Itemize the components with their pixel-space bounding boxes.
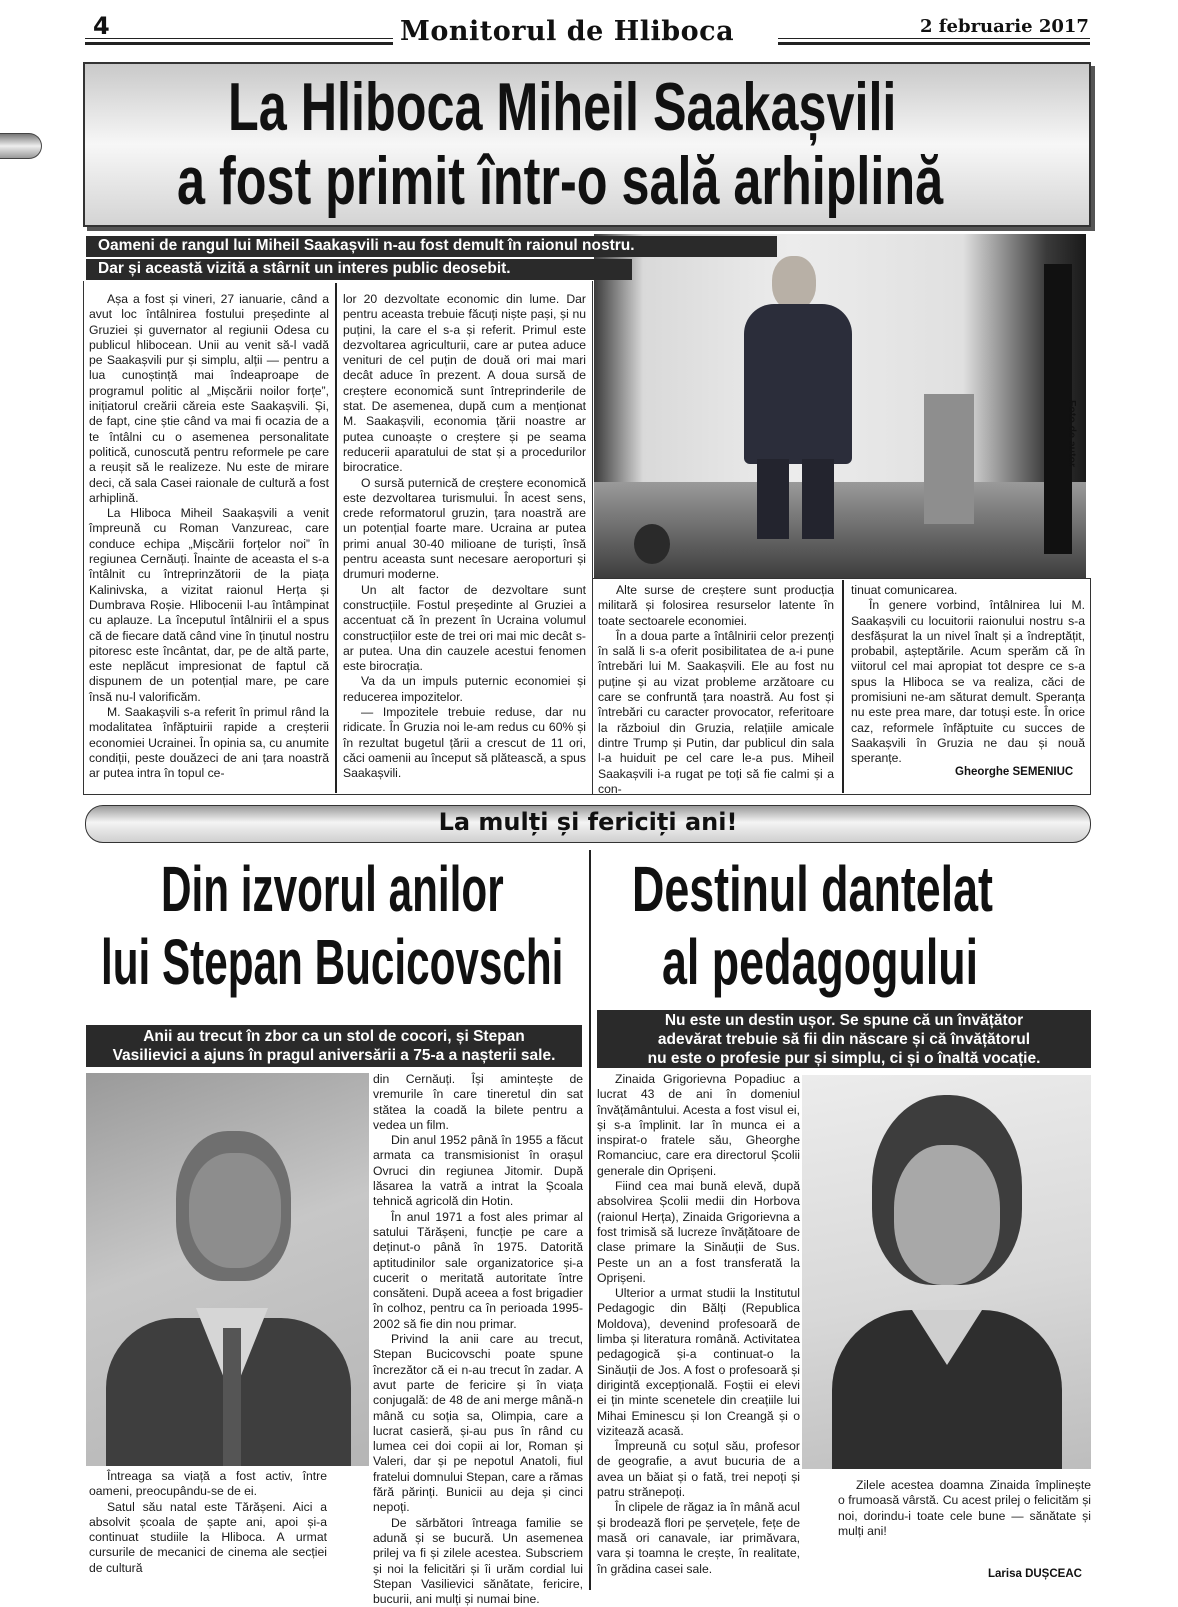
section-divider [589, 850, 591, 1590]
article3-title-2: al pedagogului [662, 926, 979, 998]
article2-col-right: din Cernăuți. Își amintește de vremurile în care tineretul din sat stătea la coadă la bilete pentru a vedea un film. Din anul 1952 până în 1955 a făcut armata ca transmisionist în orașul Ovruci din regiunea Jitomir. După lăsarea la vatră a intrat la Școala tehnică agricolă din Hotin. În anul 1971 a fost ales primar al satului Tărășeni, funcție pe care a deținut-o până în 1975. Datorită aptitudinilor sale organizatorice și-a cucerit o meritată autoritate între consăteni. După aceea a fost brigadier în colhoz, pentru ca în perioada 1995-2002 să fie din nou primar. Privind la anii care au trecut, Stepan Bucicovschi poate spune încrezător că ei n-au trecut în zadar. A avut parte de fericire și în viața conjugală: de 48 de ani merge mână-n mână cu soția sa, Olimpia, care a lucrat casieră, și-au pus în rând cu lumea cei doi copii ai lor, Roman și Valeri, dar și pe nepotul Anatoli, fiul fratelui domnului Stepan, care a rămas fără părinți. Bunicii au deja și cinci nepoți. De sărbători întreaga familie se adună și se bucură. Un asemenea prilej va fi și zilele acestea. Subscriem și noi la felicitări și îi urăm cordial lui Stepan Vasilievici sănătate, fericire, bucurii, ani mulți și numai bine. [373, 1072, 583, 1607]
article1-col-1: Așa a fost și vineri, 27 ianuarie, când a avut loc întâlnirea fostului președinte al Gruziei și guvernator al regiunii Odesa cu publicul hlibocean. Unii au venit să-l vadă pe Saakașvili pur și simplu, alții — pentru a lua cunoștință mai îndeaproape de programul politic al „Mișcării noilor forțe”, inițiatorul creării căreia este Saakașvili. Și, de fapt, cine știe când va mai fi ocazia de a te întâlni cu o asemenea personalitate politică, cunoscută pentru reformele pe care a reușit să le realizeze. Nu este de mirare deci, că sala Casei raionale de cultură a fost arhiplină. La Hliboca Miheil Saakașvili a venit împreună cu Roman Vanzureac, care conduce echipa „Mișcării forțelor noi” în regiunea Cernăuți. Înainte de aceasta el s-a întâlnit cu întreprinzătorii de la piața Kalinivska, a vizitat raionul Herța și Dumbrava Roșie. Hlibocenii l-au întâmpinat cu aplauze. La începutul întâlnirii el a spus că de fiecare dată când vine în ținutul nostru pitoresc este încântat, dar, pe de altă parte, este neplăcut impresionat de faptul că dispunem de un potențial mare, pe care însă nu-l valorificăm. M. Saakașvili s-a referit în primul rând la modalitatea înfăptuirii rapide a creșterii economiei Ucrainei. În opinia sa, cu anumite condiții, peste douăzeci de ani țara noastră ar putea intra în topul ce- [89, 292, 329, 781]
article3-col-right: Zilele acestea doamna Zinaida împlinește o frumoasă vârstă. Cu acest prilej o felicităm și noi, dorindu-i toate cele bune — sănătate și mulți ani! [838, 1478, 1091, 1538]
header-rule-left [85, 38, 393, 45]
article2-title-2: lui Stepan Bucicovschi [101, 926, 564, 998]
issue-date: 2 februarie 2017 [920, 16, 1089, 37]
saakashvili-photo [594, 234, 1086, 578]
article1-col-3: Alte surse de creștere sunt producția militară și folosirea resurselor latente în toate sectoarele economiei. În a doua parte a întâlnirii celor prezenți în sală li s-a oferit posibilitatea de a-i pune întrebări lui M. Saakașvili. Ele au fost nu puține și au vizat probleme arzătoare cu care se confruntă țara noastră. Au fost și întrebări cu caracter provocator, referitoare la războiul din Gruzia, relațiile amicale dintre Trump și Putin, dar publicul din sala l-a huiduit pe cel care le-a pus. Miheil Saakașvili i-a rugat pe toți să fie calmi și a con- [598, 583, 834, 796]
article3-col-left: Zinaida Grigorievna Popadiuc a lucrat 43 de ani în domeniul învățământului. Acesta a fost visul ei, și s-a împlinit. Iar în munca ei a inspirat-o fratele său, Gheorghe Romanciuc, care era directorul Școlii generale din Oprișeni. Fiind cea mai bună elevă, după absolvirea Școlii medii din Horbova (raionul Herța), Zinaida Grigorievna a fost trimisă să lucreze învățătoare de clase primare la Sinăuții de Sus. Peste un an a fost transferată la Oprișeni. Ulterior a urmat studii la Institutul Pedagogic din Bălți (Republica Moldova), devenind profesoară de limba și literatura română. Activitatea pedagogică și-a continuat-o la Sinăuții de Jos. A fost o profesoară și dirigintă excepțională. Foștii ei elevi ei țin minte scenetele din creațiile lui Mihai Eminescu și Ion Creangă și o vizitează acasă. Împreună cu soțul său, profesor de geografie, a avut bucuria de a avea un băiat și o fată, trei nepoți și patru strănepoți. În clipele de răgaz ia în mână acul și brodează flori pe șervețele, fețe de masă ori canavale, iar primăvara, vara și toamna le crește, în realitate, în grădina casei sale. [597, 1072, 800, 1576]
header-rule-right [778, 38, 1090, 45]
article2-subtitle: Anii au trecut în zbor ca un stol de cocori, și Stepan Vasilievici a ajuns în pragul aniversării a 75-a a nașterii sale. [86, 1025, 582, 1067]
article3-author: Larisa DUȘCEAC [988, 1568, 1082, 1580]
article1-author: Gheorghe SEMENIUC [955, 766, 1074, 778]
subtitle-line-2: Dar și această vizită a stârnit un interes public deosebit. [86, 259, 632, 280]
stepan-bucicovschi-photo [86, 1073, 369, 1466]
zinaida-popadiuc-photo [802, 1075, 1091, 1469]
subtitle-line-1: Oameni de rangul lui Miheil Saakașvili n-au fost demult în raionul nostru. [86, 236, 777, 257]
section-banner-title: La mulți și fericiți ani! [438, 808, 738, 836]
col-divider [842, 580, 844, 793]
article1-col-2: lor 20 dezvoltate economic din lume. Dar pentru aceasta trebuie făcuți niște pași, și nu puțini, la care el s-a și referit. Primul este dezvoltarea agriculturii, care ar putea aduce venituri de cel puțin de două ori mai mari decât aduce în prezent. A doua sursă de creștere economică sunt întreprinderile de stat. De asemenea, după cum a menționat M. Saakașvili, economia țării noastre ar putea cunoaște o creștere și pe seama reducerii aparatului de stat și a procedurilor birocratice. O sursă puternică de creștere economică este dezvoltarea turismului. În acest sens, crede reformatorul gruzin, țara noastră are un potențial foarte mare. Ucraina ar putea primi anual 30-40 milioane de turiști, însă pentru aceasta sunt necesare aeroporturi și drumuri moderne. Un alt factor de dezvoltare sunt construcțiile. Fostul președinte al Gruziei a accentuat că în prezent în Ucraina volumul construcțiilor este de trei ori mai mic decât s-ar putea. Una din cauzele acestui fenomen este birocrația. Va da un impuls puternic economiei și reducerea impozitelor. — Impozitele trebuie reduse, dar nu ridicate. În Gruzia noi le-am redus cu 60% și în rezultat bugetul țării a crescut de 11 ori, căci oamenii au început să plătească, a spus Saakașvili. [343, 292, 586, 781]
photo-credit: Foto de autor [1066, 400, 1078, 468]
article2-title-1: Din izvorul anilor [161, 853, 504, 925]
headline-line-2: a fost primit într-o sală arhiplină [177, 144, 944, 219]
side-tab [0, 133, 42, 159]
col-divider [335, 283, 337, 793]
article2-col-left: Întreaga sa viață a fost activ, între oameni, preocupându-se de ei. Satul său natal este Tărășeni. Aici a absolvit școala de șapte ani, apoi și-a continuat studiile la Hliboca. A urmat cursurile de mecanici de cinema ale secției de cultură [89, 1469, 327, 1575]
article3-title-1: Destinul dantelat [632, 853, 993, 925]
headline-line-1: La Hliboca Miheil Saakașvili [228, 70, 897, 145]
paper-name: Monitorul de Hliboca [400, 16, 735, 47]
article1-col-4: tinuat comunicarea. În genere vorbind, întâlnirea lui M. Saakașvili cu locuitorii raionului nostru s-a desfășurat la un nivel înalt și a îndreptățit, probabil, așteptările. Acum sperăm că în viitorul cel mai apropiat tot despre ce s-a spus la Hliboca se va realiza, căci de promisiuni ne-am săturat demult. Speranța nu este prea mare, dar totuși este. În orice caz, reformele înfăptuite cu succes de Saakașvili în Gruzia ne dau și nouă speranțe. [851, 583, 1085, 766]
page-number: 4 [93, 12, 110, 40]
article3-subtitle: Nu este un destin ușor. Se spune că un învățător adevărat trebuie să fii din născare și că învățătorul nu este o profesie pur și simplu, ci și o înaltă vocație. [597, 1010, 1091, 1068]
